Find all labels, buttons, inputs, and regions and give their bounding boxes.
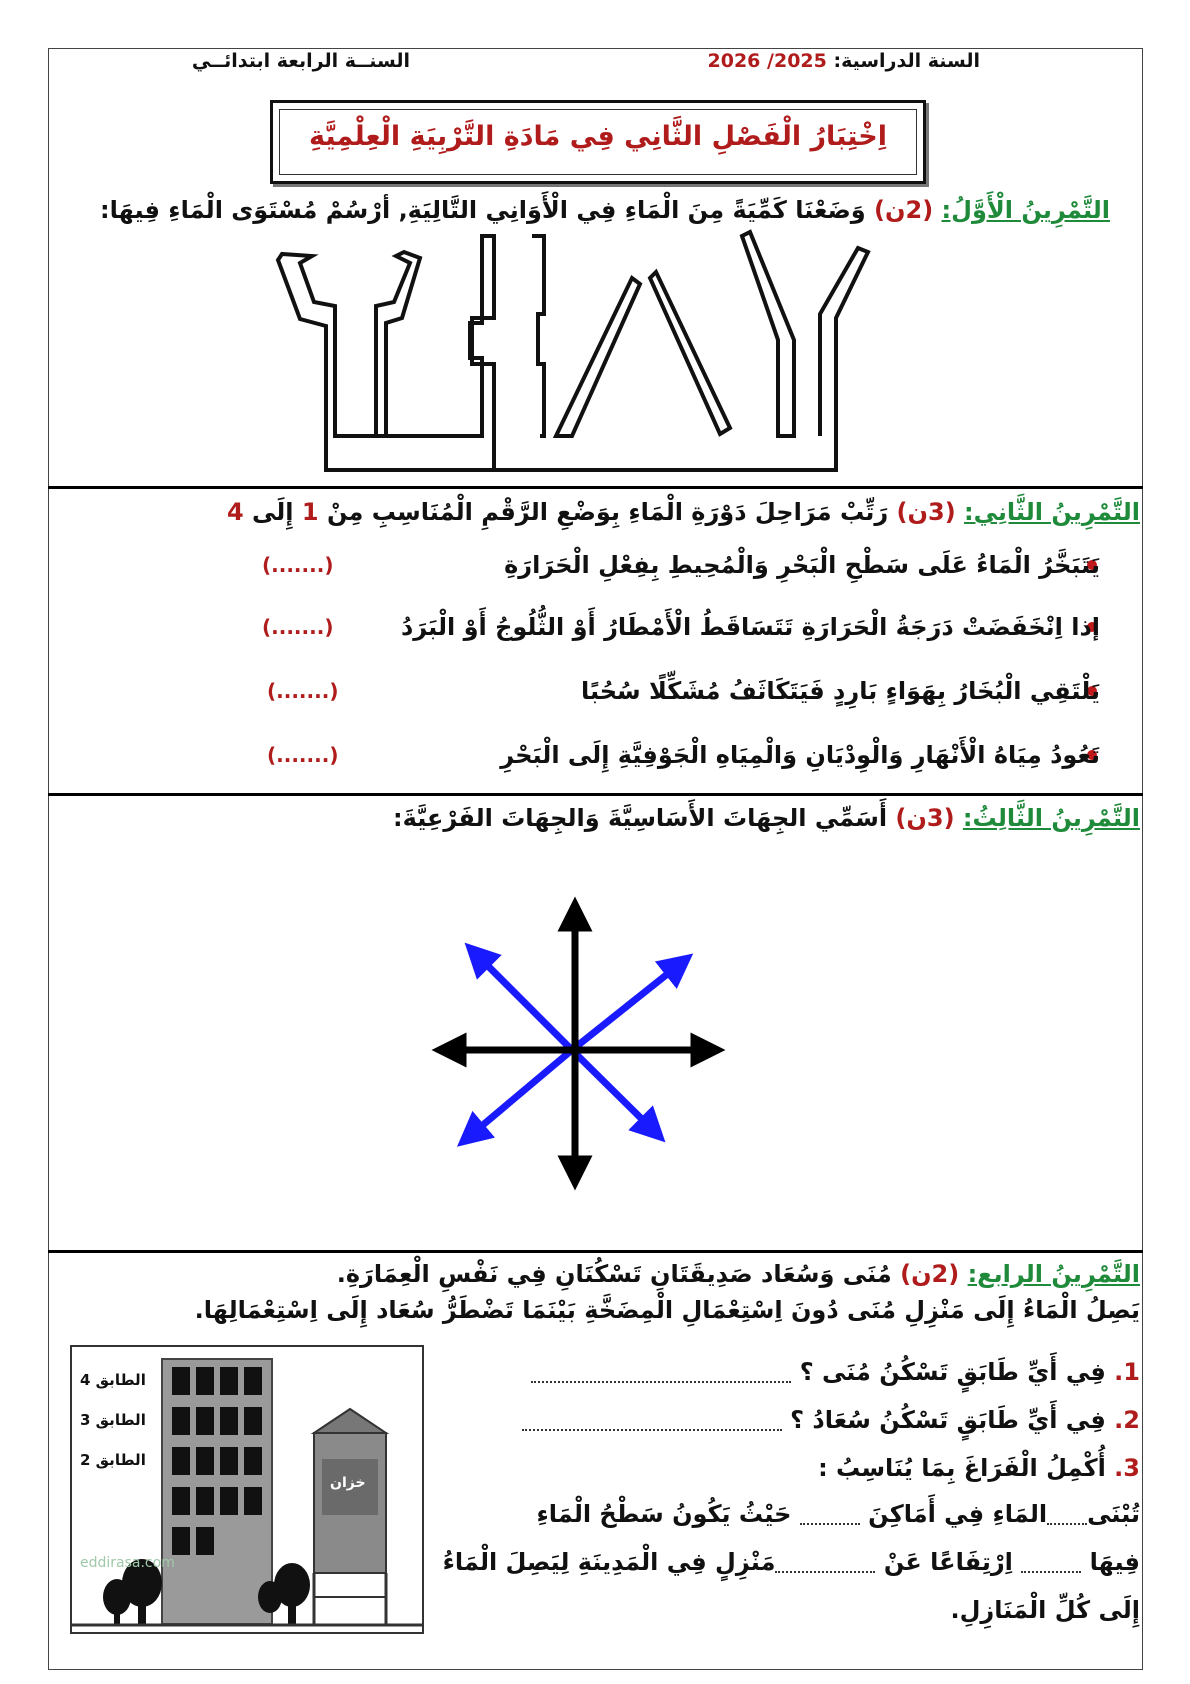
exercise4-instruction xyxy=(60,1256,1140,1292)
divider-3 xyxy=(48,1250,1143,1253)
floor-4-label: الطابق 4 xyxy=(80,1371,146,1389)
funnel-right xyxy=(494,248,868,470)
fill-blank-2[interactable] xyxy=(800,1505,860,1525)
cycle-item-1: يَتَبَخَّرُ الْمَاءُ عَلَى سَطْحِ الْبَحْرِ وَالْمُحِيطِ بِفِعْلِ الْحَرَارَةِ xyxy=(504,551,1100,579)
slanted-vessel-right xyxy=(650,272,730,434)
fill-blank-4[interactable] xyxy=(775,1553,875,1573)
floor-3-label: الطابق 3 xyxy=(80,1411,146,1429)
answer-1-field[interactable] xyxy=(531,1363,791,1383)
cycle-item-4: تَعُودُ مِيَاهُ الْأَنْهَارِ وَالْوِدْيَانِ وَالْمِيَاهِ الْجَوْفِيَّةِ إِلَى الْبَحْرِ xyxy=(500,741,1100,769)
exercise2-label: التَّمْرِينُ الثَّانِي: xyxy=(964,498,1140,526)
northwest-arrow xyxy=(472,950,572,1050)
northeast-arrow xyxy=(572,960,685,1050)
exercise4-points: (2ن) xyxy=(900,1260,960,1288)
year-separator: / xyxy=(767,50,774,72)
exercise2-points: (3ن) xyxy=(896,498,956,526)
building-illustration xyxy=(70,1345,424,1634)
question-2-number: 2. xyxy=(1114,1406,1140,1434)
divider-1 xyxy=(48,486,1143,489)
cycle-blank-2[interactable]: (.......) xyxy=(262,615,334,639)
page-title: اِخْتِبَارُ الْفَصْلِ الثَّانِي فِي مَادَةِ التَّرْبِيَةِ الْعِلْمِيَّةِ xyxy=(309,121,887,152)
cycle-blank-4[interactable]: (.......) xyxy=(267,743,339,767)
exercise2-text-a: رَتِّبْ مَرَاحِلَ دَوْرَةِ الْمَاءِ بِوَضْعِ الرَّقْمِ الْمُنَاسِبِ مِنْ xyxy=(326,498,889,526)
fill-a: تُبْنَى xyxy=(1087,1500,1140,1528)
watermark: eddirasa.com xyxy=(80,1555,175,1571)
exercise1-instruction xyxy=(70,192,1110,228)
funnel-left xyxy=(742,232,794,436)
exercise2-instruction xyxy=(60,494,1140,530)
cycle-item-3: يَلْتَقِي الْبُخَارُ بِهَوَاءٍ بَارِدٍ فَيَتَكَاثَفُ مُشَكِّلًا سُحُبًا xyxy=(580,677,1100,705)
question-3 xyxy=(440,1454,1140,1482)
southeast-arrow xyxy=(572,1050,658,1135)
exercise3-instruction xyxy=(60,800,1140,836)
exercise4-text2: يَصِلُ الْمَاءُ إِلَى مَنْزِلِ مُنَى دُونَ اِسْتِعْمَالِ الْمِضَخَّةِ بَيْنَمَا تَضْطَرُّ سُعَاد إِلَى اِسْتِعْمَالِهَا. xyxy=(194,1296,1140,1324)
floor-2-label: الطابق 2 xyxy=(80,1451,146,1469)
exercise1-text: وَضَعْنَا كَمِّيَةً مِنَ الْمَاءِ فِي الْأَوَانِي التَّالِيَةِ, أرْسُمْ مُسْتَوَى الْمَاءِ فِيهَا: xyxy=(99,196,866,224)
fill-b: المَاءِ فِي أَمَاكِنَ xyxy=(868,1500,1048,1528)
containers-drawing xyxy=(270,228,920,480)
fill-c: حَيْثُ يَكُونُ سَطْحُ الْمَاءِ xyxy=(536,1500,792,1528)
divider-2 xyxy=(48,793,1143,796)
year-start: 2025 xyxy=(773,50,827,72)
southwest-arrow xyxy=(465,1050,572,1140)
cycle-blank-1[interactable]: (.......) xyxy=(262,553,334,577)
exercise1-label: التَّمْرِينُ الْأَوَّلُ: xyxy=(941,196,1110,224)
fill-e: اِرْتِفَاعًا عَنْ xyxy=(883,1548,1013,1576)
tank-label: خزان xyxy=(330,1475,366,1491)
fill-line-3: إِلَى كُلِّ الْمَنَازِلِ. xyxy=(950,1596,1140,1624)
question-1 xyxy=(440,1358,1140,1386)
fill-line-1 xyxy=(440,1500,1140,1528)
exercise4-label: التَّمْرِينُ الرابع: xyxy=(967,1260,1140,1288)
cycle-item-2: إذا اِنْخَفَضَتْ دَرَجَةُ الْحَرَارَةِ تَتَسَاقَطُ الْأَمْطَارُ أَوْ الثُّلُوجُ أَوْ الْبَرَدُ xyxy=(400,613,1100,641)
exercise2-num-to: 4 xyxy=(226,498,244,526)
exercise2-text-b: إِلَى xyxy=(252,498,294,526)
exercise4-text: مُنَى وَسُعَاد صَدِيقَتَانِ تَسْكُنَانِ فِي نَفْسِ الْعِمَارَةِ. xyxy=(336,1260,892,1288)
question-1-text: فِي أَيِّ طَابَقٍ تَسْكُنُ مُنَى ؟ xyxy=(799,1358,1106,1386)
slanted-vessel-left xyxy=(556,278,640,436)
question-2-text: فِي أَيِّ طَابَقٍ تَسْكُنُ سُعَادُ ؟ xyxy=(790,1406,1106,1434)
compass-rose xyxy=(430,895,730,1205)
inner-left-vessel xyxy=(376,252,420,436)
school-year xyxy=(680,48,980,74)
fill-blank-1[interactable] xyxy=(1047,1505,1087,1525)
school-year-label: السنة الدراسية: xyxy=(833,50,980,72)
exercise3-label: التَّمْرِينُ الثَّالِثُ: xyxy=(962,804,1140,832)
exercise3-points: (3ن) xyxy=(895,804,955,832)
question-1-number: 1. xyxy=(1114,1358,1140,1386)
exercise1-points: (2ن) xyxy=(874,196,934,224)
title-box xyxy=(270,100,926,184)
compass-main-arrows xyxy=(442,907,715,1180)
exercise3-text: أَسَمِّي الجِهَاتَ الأَسَاسِيَّةَ وَالجِهَاتَ الفَرْعِيَّةَ: xyxy=(393,804,888,832)
grade-label: السنــة الرابعة ابتدائــي xyxy=(191,50,410,72)
question-3-number: 3. xyxy=(1114,1454,1140,1482)
cycle-blank-3[interactable]: (.......) xyxy=(267,679,339,703)
fill-line-2 xyxy=(440,1548,1140,1576)
fill-f: مَنْزِلٍ فِي الْمَدِينَةِ لِيَصِلَ الْمَاءُ xyxy=(442,1548,776,1576)
question-3-text: أُكْمِلُ الْفَرَاغَ بِمَا يُنَاسِبُ : xyxy=(818,1454,1106,1482)
exercise2-num-from: 1 xyxy=(301,498,319,526)
answer-2-field[interactable] xyxy=(522,1411,782,1431)
fill-blank-3[interactable] xyxy=(1021,1553,1081,1573)
question-2 xyxy=(440,1406,1140,1434)
middle-tube xyxy=(532,236,544,436)
year-end: 2026 xyxy=(707,50,761,72)
fill-d: فِيهَا xyxy=(1089,1548,1140,1576)
